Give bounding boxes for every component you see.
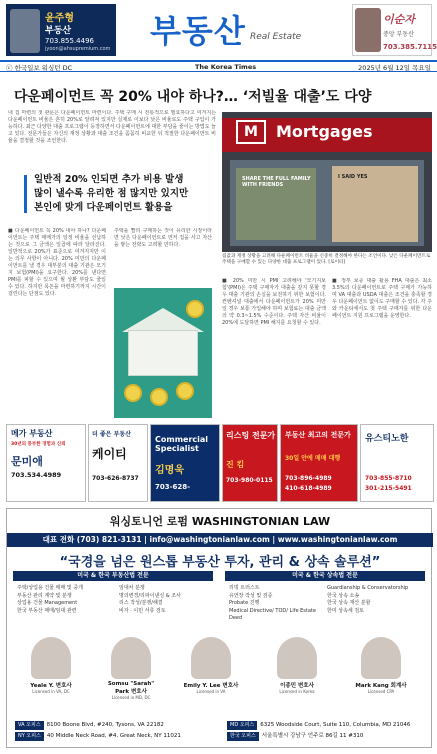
- ad-listing-expert[interactable]: [222, 424, 278, 502]
- agent-company: 중앙 부동산: [383, 31, 414, 38]
- mortgage-storefront-photo: [222, 112, 432, 252]
- ad-title: 리스팅 전문가: [226, 431, 276, 440]
- attorney-profile: [269, 637, 325, 694]
- ad-title: 부동산 최고의 전문가: [285, 431, 351, 439]
- office-tag: VA 오피스: [15, 721, 44, 730]
- classified-ads-row: [6, 424, 434, 502]
- attorney-photo: [31, 637, 71, 679]
- attorney-photo: [111, 637, 151, 679]
- estate-law-bar: 미국 & 한국 상속법 전문: [225, 571, 425, 581]
- agent-phone: 703.385.7115: [383, 43, 437, 51]
- service-item: 한미 상속세 검토: [327, 607, 364, 614]
- attorney-profile: [103, 637, 159, 700]
- attorney-name: Somsu "Sarah" Park 변호사: [107, 681, 155, 695]
- attorney-profile: [353, 637, 409, 694]
- ad-phone: 703-628-: [155, 483, 191, 491]
- coin-icon: [186, 300, 204, 318]
- office-tag: NY 오피스: [15, 732, 44, 741]
- office-address: 8100 Boone Blvd, #240, Tysons, VA 22182: [46, 722, 164, 728]
- service-list: [327, 585, 427, 615]
- coin-icon: [150, 388, 168, 406]
- agent-phone: 703.855.4496: [45, 37, 94, 45]
- service-list: [17, 585, 117, 615]
- house-body: [128, 330, 198, 376]
- attorney-name: Yeale Y. 변호사: [30, 683, 72, 689]
- service-item: 임대차 분쟁: [119, 585, 145, 591]
- ad-title: 더 좋은 부동산: [92, 431, 131, 438]
- service-item: 주택/상업용 건물 매매 및 중개: [17, 585, 84, 591]
- ad-mega-realty[interactable]: [6, 424, 86, 502]
- ad-subtitle: 30년의 풍부한 경험과 신뢰: [11, 442, 66, 447]
- ad-title: 유스티노한: [365, 434, 409, 444]
- service-item: 상업용 건물 Management: [17, 600, 78, 606]
- agent-photo: [355, 8, 381, 52]
- office-md: [227, 721, 410, 730]
- coin-icon: [124, 384, 142, 402]
- ad-phone: 703-896-4989: [285, 475, 332, 482]
- law-slogan: “국경을 넘은 원스톱 부동산 투자, 관리 & 상속 솔루션”: [59, 555, 381, 570]
- sign-text: Mortgages: [276, 122, 373, 141]
- law-contact-bar[interactable]: 대표 전화 (703) 821-3131 | info@washingtonianlaw.com | www.washingtonianlaw.com: [7, 533, 433, 547]
- article-column: ■ 정부 보증 대출 활용 FHA 대출은 최소 3.5%의 다운페이먼트로 주택 구매가 가능하며 VA 대출과 USDA 대출은 조건을 충족할 경우 다운페이먼트 없이도 구매할 수 있다. 각 주와 카운티에서도 첫 주택 구매자를 위한 다운페이먼트 지원 프로그램을 운영한다.: [332, 278, 432, 319]
- office-ny: [15, 732, 181, 741]
- newspaper-name: The Korea Times: [195, 63, 257, 71]
- attorney-photo: [191, 637, 231, 679]
- article-subhead: [34, 173, 204, 215]
- office-korea: [227, 732, 363, 741]
- office-va: [15, 721, 164, 730]
- service-item: Guardianship & Conservatorship: [327, 585, 409, 591]
- subhead-text: 일반적 20% 인되면 추가 비용 발생 많이 낼수록 유리한 점 많지만 있지만 본인에 맞게 다운페이먼트 활용을: [34, 174, 189, 213]
- ad-title: Commercial Specialist: [155, 435, 209, 453]
- article-headline: 다운페이먼트 꼭 20% 내야 하나?… ‘저빌율 대출’도 다양: [14, 89, 372, 105]
- ad-phone: 703.534.4989: [11, 471, 62, 479]
- ad-phone: 703-626-8737: [92, 475, 139, 482]
- office-tag: MD 오피스: [227, 721, 257, 730]
- service-item: 리빙 트러스트: [229, 585, 260, 591]
- ad-justino-han[interactable]: [360, 424, 434, 502]
- ad-realty-expert[interactable]: [280, 424, 358, 502]
- attorney-license: Licensed CPA: [367, 689, 395, 694]
- service-item: Medical Directive/ TOD/ Life Estate Deed: [229, 607, 316, 621]
- agent-email: jyoon@ahsupremium.com: [45, 46, 111, 52]
- coin-icon: [176, 382, 194, 400]
- attorney-license: Licensed in MD, DC: [111, 695, 151, 700]
- house-coins-illustration: [114, 288, 212, 418]
- agent-name: 윤주형: [45, 13, 74, 24]
- office-address: 6325 Woodside Court, Suite 110, Columbia, MD 21046: [260, 722, 411, 728]
- office-addresses: [7, 721, 431, 747]
- service-item: 부동산 관리 계약 및 분쟁: [17, 592, 72, 599]
- ad-phone: 410-618-4989: [285, 485, 332, 492]
- masthead: [0, 0, 437, 58]
- mortgage-logo: M: [236, 120, 266, 144]
- attorney-name: Mark Kang 회계사: [355, 683, 407, 689]
- ad-agent-name: 진 킴: [226, 460, 245, 469]
- dateline: [0, 60, 437, 72]
- service-item: 한국 부동산 매매/임대 관련: [17, 607, 77, 614]
- service-item: 명의변경/리파이낸싱 & 조사: [119, 592, 181, 599]
- agent-ad-left[interactable]: [6, 4, 116, 56]
- service-list: [119, 585, 219, 615]
- ad-agent-name: 김명욱: [155, 465, 184, 476]
- office-tag: 한국 오피스: [227, 732, 259, 741]
- attorney-license: Licensed in VA: [196, 689, 226, 694]
- ad-phone: 301-215-5491: [365, 485, 412, 492]
- agent-name: 이순자: [383, 13, 415, 26]
- law-firm-ad[interactable]: [6, 508, 432, 748]
- poster-right-text: I SAID YES: [338, 174, 368, 180]
- service-item: Probate 진행: [229, 600, 260, 606]
- attorney-license: Licensed in VA, DC: [32, 689, 70, 694]
- photo-caption: 집값과 재정 상황을 고려해 다운페이먼트 비율을 신중히 결정해야 한다는 조언이다. 낮은 다운페이먼트로 주택을 구매할 수 있는 다양한 대출 프로그램이 있다. [로이터]: [222, 254, 431, 265]
- ad-subtitle: 30일 안에 매매 대행: [285, 455, 341, 462]
- agent-photo: [10, 9, 40, 53]
- office-address: 서울특별시 강남구 언주로 86길 11 #310: [261, 733, 364, 739]
- attorney-profile: [183, 637, 239, 694]
- article-column: 주택을 빨리 구매하는 것이 유리한 시장이라면 낮은 다운페이먼트로 먼저 집을 사고 자산을 쌓는 전략도 고려할 만하다.: [114, 228, 212, 248]
- service-item: 비자 · 이민 서류 검토: [119, 607, 166, 614]
- ad-commercial-specialist[interactable]: [150, 424, 220, 502]
- subhead-bar: [24, 175, 27, 213]
- publisher: ⓒ 한국일보 워싱턴 DC: [6, 64, 73, 72]
- ad-agent-name: 문미애: [11, 455, 43, 468]
- service-item: 한국 상속 소송: [327, 592, 360, 599]
- article-intro: 내 집 마련의 첫 관문은 다운페이먼트 마련이다. 주택 구매 시 전통적으로 필요하다고 여겨지는 다운페이먼트 비율은 흔히 20%로 알려져 있지만 실제로 이보다 낮은 비율로도 주택 구입이 가능하다. 최근 다양한 대출 프로그램이 등장하면서 다운페이먼트에 대한 부담을 줄이는 방법도 늘고 있다. 전문가들은 자신의 재정 상황과 대출 조건을 꼼꼼히 비교한 뒤 적절한 다운페이먼트 비율을 결정할 것을 조언한다.: [8, 110, 216, 144]
- law-firm-name: 워싱토니언 로펌 WASHINGTONIAN LAW: [109, 515, 331, 528]
- ad-agent-name: 케이티: [92, 447, 127, 461]
- ad-phone: 703-855-8710: [365, 475, 412, 482]
- agent-ad-right[interactable]: [352, 4, 437, 56]
- section-subtitle: Real Estate: [250, 32, 302, 42]
- attorney-profile: [23, 637, 79, 694]
- attorney-name: 이종민 변호사: [280, 683, 314, 689]
- attorney-name: Emily Y. Lee 변호사: [183, 683, 239, 689]
- poster-left-text: SHARE THE FULL FAMILY WITH FRIENDS: [242, 176, 311, 188]
- article-column: ■ 20% 미만 시 PMI 고려해야 '모기지보험'(PMI)은 주택 구매자가 대출을 갚지 못할 경우 대출 기관의 손실을 보전하기 위한 보험이다. 컨벤셔널 대출에서 다운페이먼트가 20% 미만일 경우 보통 가입해야 하며 보험료는 대출 금액의 약 0.3~1.5% 수준이다. 주택 자산 비율이 20%에 도달하면 PMI 해지를 요청할 수 있다.: [222, 278, 326, 326]
- service-item: 한국 상속 재산 분할: [327, 600, 371, 606]
- ad-phone: 703-980-0115: [226, 477, 273, 484]
- service-item: 유언장 작성 및 검증: [229, 592, 273, 599]
- section-title: 부동산: [150, 12, 246, 50]
- ad-title: 메가 부동산: [11, 429, 53, 438]
- service-list: [229, 585, 323, 623]
- article-column: ■ 다운페이먼트 꼭 20% 내야 하나? 다운페이먼트는 주택 매매가의 일정 비율을 선납하는 것으로 그 금액은 일곱에 따라 달라진다. 일반적으로 20%가 표준으로 여겨지지만 이는 의무 사항이 아니다. 20% 미만의 다운페이먼트를 낼 경우 대부분의 대출 기관은 모기지 보험(PMI)을 요구한다. 20%를 낸다면 PMI를 피할 수 있으며 월 상환 부담도 줄일 수 있다. 하지만 목돈을 마련하기까지 시간이 걸린다는 단점도 있다.: [8, 228, 106, 297]
- issue-date: 2025년 6월 12일 목요일: [358, 64, 431, 72]
- attorney-photo: [277, 637, 317, 679]
- realestate-law-bar: 미국 & 한국 부동산법 전문: [13, 571, 213, 581]
- ad-realtor-katie[interactable]: [88, 424, 148, 502]
- attorney-photo: [361, 637, 401, 679]
- attorney-license: Licensed in Korea: [279, 689, 315, 694]
- office-address: 40 Middle Neck Road, #4, Great Neck, NY 11021: [46, 733, 181, 739]
- agent-company: 부동산: [45, 26, 72, 36]
- service-item: 리스 작성/분쟁/해결: [119, 600, 163, 606]
